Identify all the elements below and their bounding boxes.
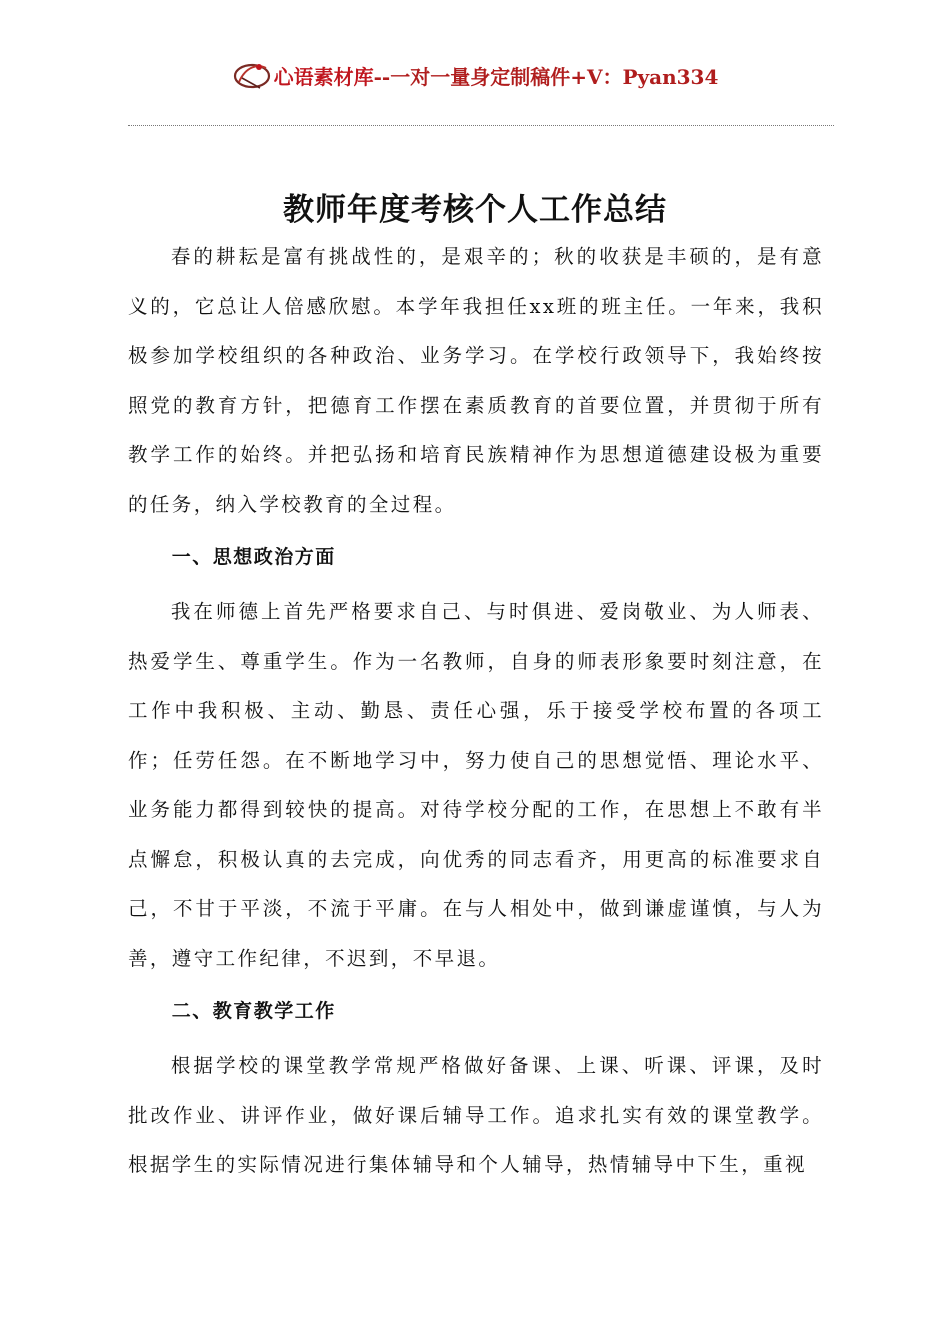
header-tagline: --一对一量身定制稿件+V：Pyan334 [373, 64, 719, 89]
brand-logo-icon [232, 58, 272, 92]
section-paragraph-teaching: 根据学校的课堂教学常规严格做好备课、上课、听课、评课，及时批改作业、讲评作业，做好课后辅导工作。追求扎实有效的课堂教学。根据学生的实际情况进行集体辅导和个人辅导，热情辅导中下生，重视 [128, 1054, 824, 1176]
brand-name: 心语素材库 [273, 64, 374, 89]
header-divider [128, 125, 834, 126]
document-body [128, 232, 824, 1196]
intro-paragraph: 春的耕耘是富有挑战性的，是艰辛的；秋的收获是丰硕的，是有意义的，它总让人倍感欣慰。本学年我担任xx班的班主任。一年来，我积极参加学校组织的各种政治、业务学习。在学校行政领导下，我始终按照党的教育方针，把德育工作摆在素质教育的首要位置，并贯彻于所有教学工作的始终。并把弘扬和培育民族精神作为思想道德建设极为重要的任务，纳入学校教育的全过程。 [128, 245, 824, 516]
document-title: 教师年度考核个人工作总结 [283, 192, 667, 228]
section-paragraph-politics: 我在师德上首先严格要求自己、与时俱进、爱岗敬业、为人师表、热爱学生、尊重学生。作为一名教师，自身的师表形象要时刻注意，在工作中我积极、主动、勤恳、责任心强，乐于接受学校布置的各项工作；任劳任怨。在不断地学习中，努力使自己的思想觉悟、理论水平、业务能力都得到较快的提高。对待学校分配的工作，在思想上不敢有半点懈怠，积极认真的去完成，向优秀的同志看齐，用更高的标准要求自己，不甘于平淡，不流于平庸。在与人相处中，做到谦虚谨慎，与人为善，遵守工作纪律，不迟到，不早退。 [128, 600, 824, 970]
page-header [0, 58, 950, 108]
section-heading-politics: 一、思想政治方面 [171, 546, 336, 568]
section-heading-teaching: 二、教育教学工作 [171, 1000, 336, 1022]
